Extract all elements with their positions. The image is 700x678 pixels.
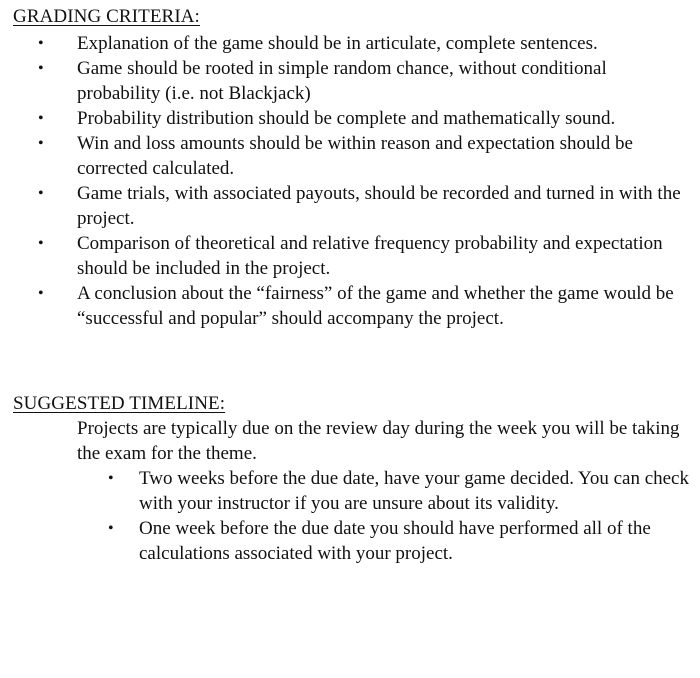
list-item xyxy=(0,181,700,231)
bullet-icon: • xyxy=(38,110,44,127)
bullet-icon: • xyxy=(38,60,44,77)
bullet-icon: • xyxy=(38,285,44,302)
list-item xyxy=(0,106,700,131)
list-item xyxy=(0,281,700,331)
bullet-icon: • xyxy=(108,520,114,537)
suggested-timeline-heading: SUGGESTED TIMELINE: xyxy=(13,393,226,414)
criteria-text: Game should be rooted in simple random chance, without conditional probability (i.e. not Blackjack) xyxy=(77,58,607,104)
timeline-text: One week before the due date you should have performed all of the calculations associated with your project. xyxy=(139,518,651,564)
criteria-text: Win and loss amounts should be within reason and expectation should be corrected calculated. xyxy=(77,133,633,179)
list-item xyxy=(0,466,700,516)
timeline-list xyxy=(0,466,700,566)
bullet-icon: • xyxy=(38,135,44,152)
criteria-text: Comparison of theoretical and relative frequency probability and expectation should be included in the project. xyxy=(77,233,663,279)
criteria-text: A conclusion about the “fairness” of the game and whether the game would be “successful and popular” should accompany the project. xyxy=(77,283,674,329)
timeline-text: Two weeks before the due date, have your game decided. You can check with your instructor if you are unsure about its validity. xyxy=(139,468,689,514)
grading-criteria-heading: GRADING CRITERIA: xyxy=(13,6,200,27)
bullet-icon: • xyxy=(38,35,44,52)
bullet-icon: • xyxy=(38,185,44,202)
criteria-text: Probability distribution should be complete and mathematically sound. xyxy=(77,108,616,129)
grading-criteria-list xyxy=(0,31,700,331)
list-item xyxy=(0,31,700,56)
bullet-icon: • xyxy=(38,235,44,252)
criteria-text: Game trials, with associated payouts, should be recorded and turned in with the project. xyxy=(77,183,681,229)
timeline-intro: Projects are typically due on the review day during the week you will be taking the exam for the theme. xyxy=(77,418,680,464)
list-item xyxy=(0,56,700,106)
list-item xyxy=(0,516,700,566)
bullet-icon: • xyxy=(108,470,114,487)
list-item xyxy=(0,131,700,181)
list-item xyxy=(0,231,700,281)
criteria-text: Explanation of the game should be in articulate, complete sentences. xyxy=(77,33,598,54)
